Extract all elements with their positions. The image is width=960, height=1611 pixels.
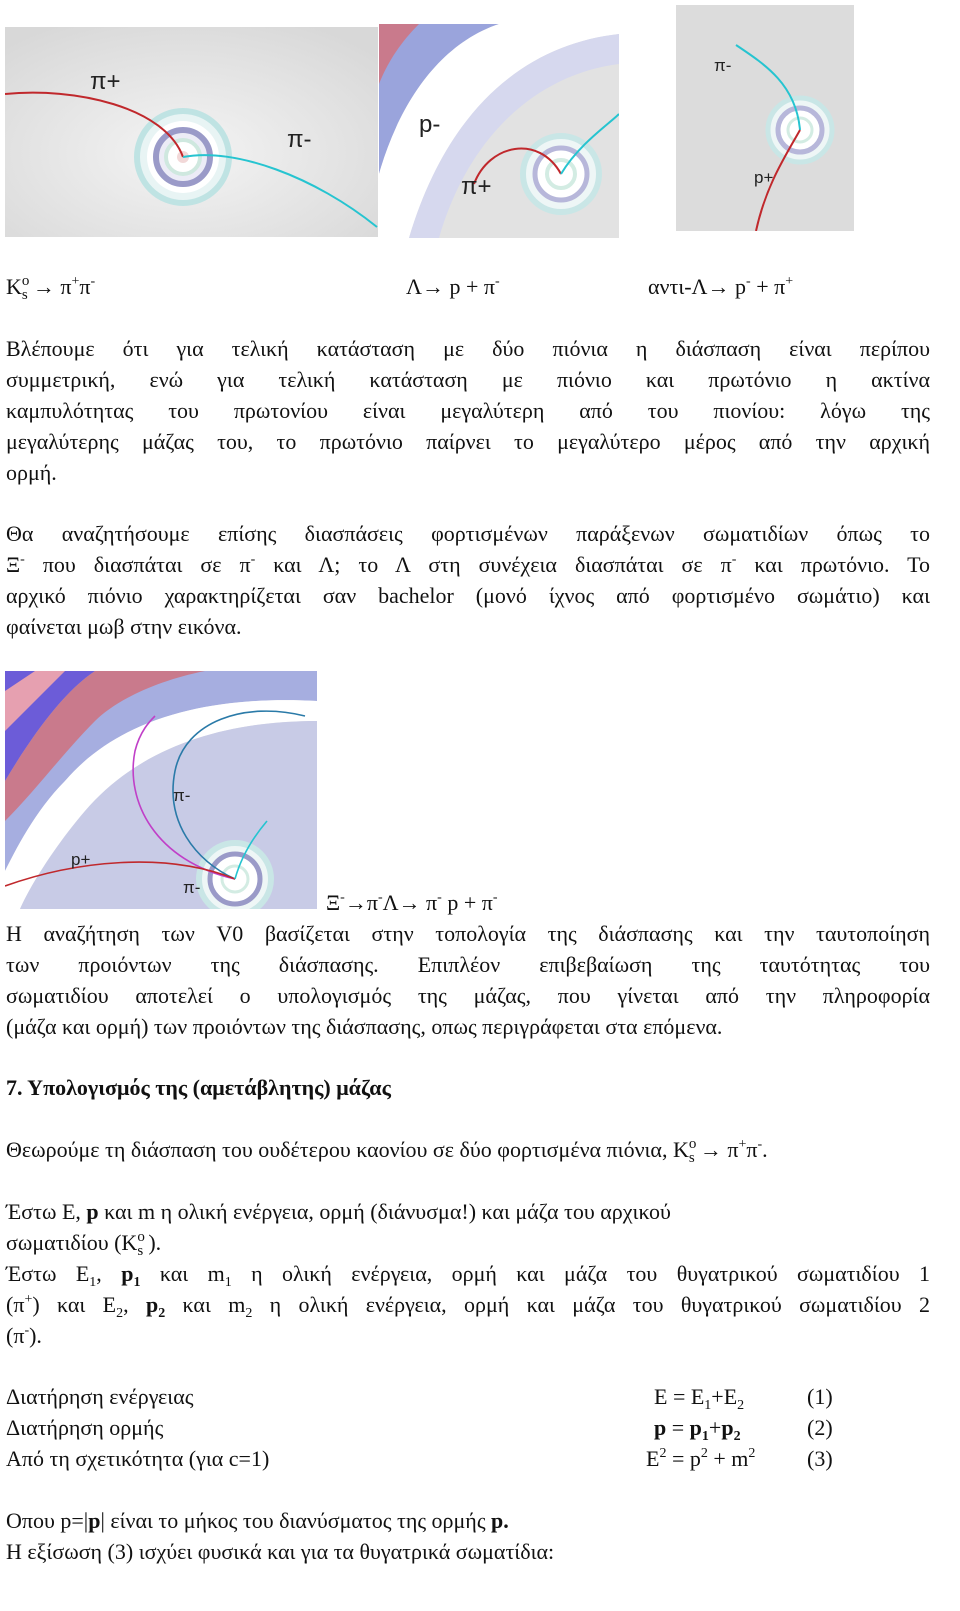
caption-antilambda: αντι-Λ→ p- + π+ [648,274,794,299]
eq2-formula: $p = p_1+p_2$ [654,1415,741,1444]
label-pi-minus: π- [714,56,732,75]
eq2-number: (2) [807,1415,833,1440]
section-heading: 7. Υπολογισμός της (αμετάβλητης) μάζας [6,1075,391,1100]
para6-line-1: Έστω $E_1$, $p_1$ και $m_1$ η ολική ενέργεια, ορμή και μάζα του θυγατρικού σωματιδίου 1 [6,1261,931,1290]
eq3-number: (3) [807,1446,833,1471]
para6-line-2: (π+) και $E_2$, $p_2$ και $m_2$ η ολική ενέργεια, ορμή και μάζα του θυγατρικού σωματιδίου 2 [6,1292,931,1321]
eq1-formula: $E = E_1+E_2$ [654,1384,745,1413]
para2-line-2: Ξ- που διασπάται σε π- και Λ; το Λ στη συνέχεια διασπάται σε π- και πρωτόνιο. Το [6,552,931,577]
eq2-label: Διατήρηση ορμής [6,1415,164,1440]
eq3-formula: $E^2 = p^2 + m^2$ [646,1446,756,1471]
antilambda-event-image [676,5,854,231]
para1-line-4: μεγαλύτερης μάζας του, το πρωτόνιο παίρνει το μεγαλύτερο μέρος από την αρχική [6,429,930,454]
xi-event-image [5,671,317,909]
para1-line-3: καμπυλότητας του πρωτονίου είναι μεγαλύτερη από του πιονίου: λόγω της [6,398,930,423]
para3-line-1: Η αναζήτηση των V0 βασίζεται στην τοπολογία της διάσπασης και την ταυτοποίηση [6,921,930,946]
para2-line-4: φαίνεται μωβ στην εικόνα. [6,614,242,639]
kshort-event-image [5,27,378,237]
para4-kaon-decay: Θεωρούμε τη διάσπαση του ουδέτερου καονίου σε δύο φορτισμένα πιόνια, K o s → π+π-. [6,1136,768,1166]
eq3-label: Από τη σχετικότητα (για c=1) [6,1446,270,1471]
caption-xi: Ξ-→π-Λ→ π- p + π- [326,890,498,915]
lambda-event-image [379,24,619,238]
label-pi-plus: π+ [90,68,121,95]
eq1-label: Διατήρηση ενέργειας [6,1384,194,1409]
para6-line-3: (π-). [6,1323,42,1348]
para7-line-2: Η εξίσωση (3) ισχύει φυσικά και για τα θυγατρικά σωματίδια: [6,1539,555,1564]
para3-line-4: (μάζα και ορμή) των προιόντων της διάσπασης, οπως περιγράφεται στα επόμενα. [6,1014,723,1039]
para2-line-3: αρχικό πιόνιο χαρακτηρίζεται σαν bachelor (μονό ίχνος από φορτισμένο σωμάτιο) και [6,583,930,608]
para1-line-2: συμμετρική, ενώ για τελική κατάσταση με πιόνιο και πρωτόνιο η ακτίνα [6,367,930,392]
para5-line-1: Έστω E, p και m η ολική ενέργεια, ορμή (διάνυσμα!) και μάζα του αρχικού [6,1199,671,1224]
para2-line-1: Θα αναζητήσουμε επίσης διασπάσεις φορτισμένων παράξενων σωματιδίων όπως το [6,521,930,546]
label-pi-minus-1: π- [173,786,191,805]
caption-lambda: Λ→ p + π- [406,274,500,299]
label-p-plus: p+ [754,168,774,187]
label-p-minus: p- [419,111,441,138]
eq1-number: (1) [807,1384,833,1409]
label-pi-plus: π+ [461,173,492,200]
para1-line-1: Βλέπουμε ότι για τελική κατάσταση με δύο πιόνια η διάσπαση είναι περίπου [6,336,930,361]
label-p-plus: p+ [71,850,91,869]
label-pi-minus-2: π- [183,878,201,897]
para3-line-3: σωματιδίου αποτελεί ο υπολογισμός της μάζας, που γίνεται από την πληροφορία [6,983,930,1008]
para5-line-2: σωματιδίου (K o s ). [6,1229,162,1259]
para1-line-5: ορμή. [6,460,57,485]
caption-kshort: K o s → π+π- [6,273,96,303]
para3-line-2: των προιόντων της διάσπασης. Επιπλέον επιβεβαίωση της ταυτότητας του [6,952,930,977]
label-pi-minus: π- [287,126,312,153]
para7-line-1: Οπου p=|p| είναι το μήκος του διανύσματος της ορμής p. [6,1508,509,1533]
